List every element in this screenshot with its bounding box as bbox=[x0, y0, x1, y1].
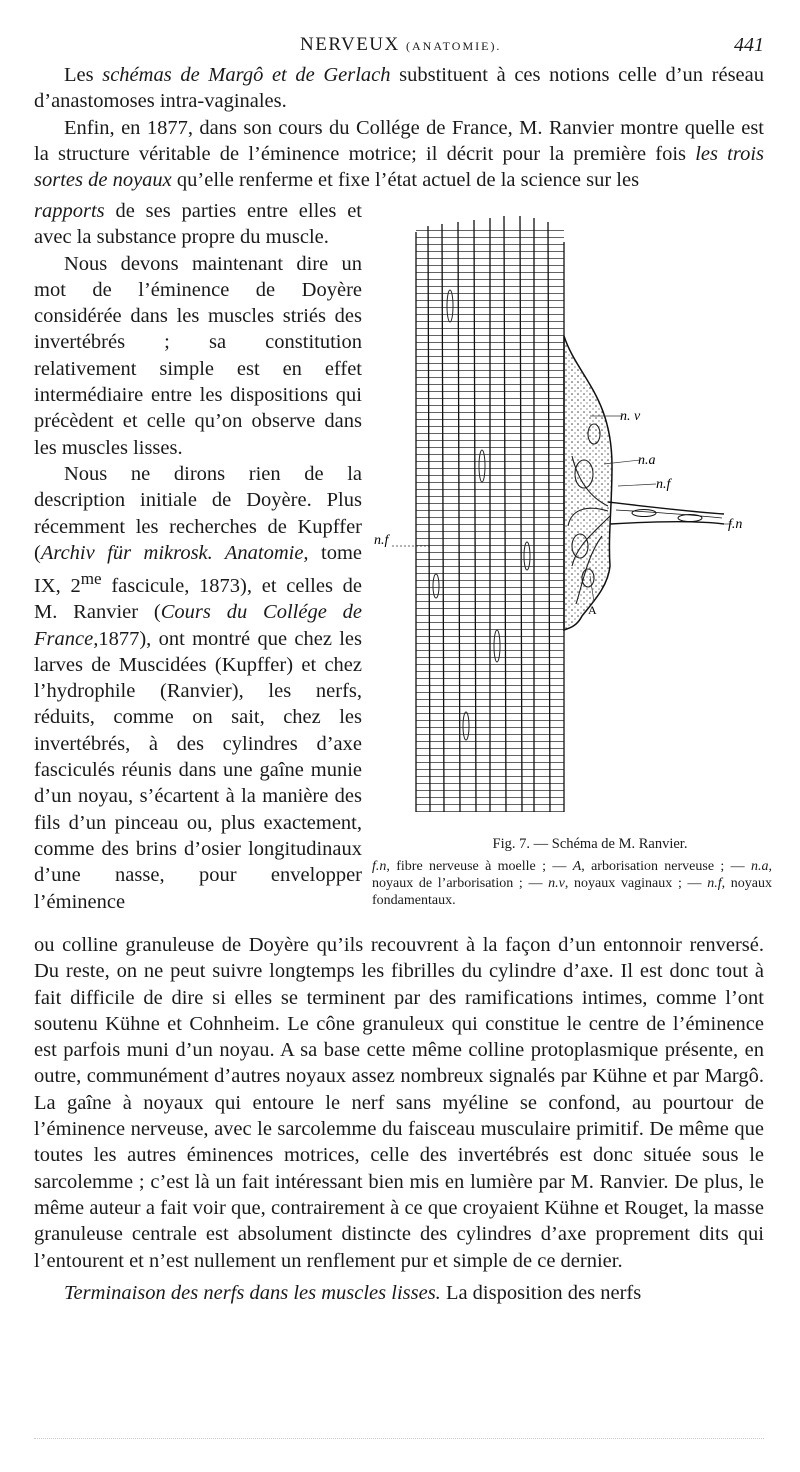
figure-label-nf-left: n.f bbox=[374, 533, 389, 548]
caption-run: , noyaux de l’arborisation ; — bbox=[372, 859, 772, 891]
caption-body bbox=[372, 858, 772, 909]
caption-run-italic: n.f bbox=[707, 876, 722, 891]
paragraph-3: Nous devons maintenant dire un mot de l’éminence de Doyère considérée dans les muscles striés des invertébrés ; sa constitution relativement simple est en effet intermédiaire entre les dispositions qui précèdent et celle qu’on observe dans les muscles lisses. bbox=[34, 252, 362, 459]
text-run-italic: schémas de Margô et de Gerlach bbox=[102, 64, 391, 86]
text-run: substituent à ces notions celle d’un réseau d’anastomoses intra-vaginales. bbox=[34, 64, 764, 113]
text-run: Enfin, en 1877, dans son cours du Collége de France, M. Ranvier montre quelle est la structure véritable de l’éminence motrice; il décrit pour la première fois bbox=[34, 116, 764, 165]
figure-label-na: n.a bbox=[638, 453, 656, 468]
body-text bbox=[34, 932, 764, 1306]
caption-run: , arborisation nerveuse ; — bbox=[581, 859, 751, 874]
nerve-fiber bbox=[608, 502, 724, 524]
superscript: me bbox=[80, 569, 102, 589]
paragraph-5: ou colline granuleuse de Doyère qu’ils recouvrent à la façon d’un entonnoir renversé. Du reste, on ne peut suivre longtemps les fibrilles du cylindre d’axe. Il est donc tout à fait difficile de dire si elles se terminent par des ramifications intimes, comme l’ont soutenu Kühne et Cohnheim. Le cône granuleux qui constitue le centre de l’éminence est parfois muni d’un noyau. A sa base cette même colline protoplasmique présente, en outre, communément d’autres noyaux assez nombreux signalés par Kühne et par Margô. La gaîne à noyaux qui entoure le nerf sans myéline se confond, au pourtour de l’éminence nerveuse, avec le sarcolemme du faisceau musculaire primitif. De même que toutes les autres éminences motrices, celle des invertébrés est donc située sous le sarcolemme ; c’est là un fait intéressant bien mis en lumière par M. Ranvier. De plus, le même auteur a fait voir que, contrairement à ce que croyaient Kühne et Rouget, la masse granuleuse centrale est absolument distincte des cylindres d’axe proprement dits qui l’entourent et n’est nullement un renflement pur et simple de ce dernier. bbox=[34, 934, 764, 1272]
caption-run: , fibre nerveuse à moelle ; — bbox=[386, 859, 573, 874]
figure-illustration bbox=[372, 206, 772, 836]
text-run: Nous ne dirons rien de la description initiale de Doyère. Plus récemment les recherches de Kupffer ( bbox=[34, 462, 362, 564]
text-run-italic: Archiv für mikrosk. Anatomie, bbox=[40, 541, 309, 564]
figure-caption bbox=[372, 836, 772, 909]
paragraph-2-continued bbox=[34, 198, 362, 251]
text-run: de ses parties entre elles et avec la substance propre du muscle. bbox=[34, 200, 362, 249]
muscle-fibers bbox=[416, 216, 564, 812]
text-run: tome IX, 2 bbox=[34, 541, 362, 597]
section-title: Terminaison des nerfs dans les muscles lisses. bbox=[64, 1281, 441, 1304]
text-run: La disposition des nerfs bbox=[440, 1281, 642, 1304]
nerve-eminence bbox=[564, 336, 612, 630]
caption-run: , noyaux fondamentaux. bbox=[372, 876, 773, 908]
caption-run-italic: A bbox=[572, 859, 582, 874]
running-title bbox=[300, 34, 501, 56]
page-header bbox=[0, 34, 800, 58]
text-run-italic: Cours du Collége de France, bbox=[34, 601, 362, 650]
caption-run-italic: f.n bbox=[372, 859, 387, 874]
caption-run-italic: n.a bbox=[751, 859, 769, 874]
text-run-italic: les trois sortes de noyaux bbox=[34, 142, 764, 192]
running-title-sub: (ANATOMIE). bbox=[406, 39, 502, 53]
paragraph-6 bbox=[34, 1280, 764, 1306]
text-run: Les bbox=[64, 64, 103, 86]
intro-text bbox=[34, 62, 764, 193]
text-run-italic: rapports bbox=[34, 200, 105, 222]
caption-title: Fig. 7. — Schéma de M. Ranvier. bbox=[492, 836, 688, 852]
text-run: qu’elle renferme et fixe l’état actuel de la science sur les bbox=[171, 169, 640, 192]
narrow-column bbox=[34, 198, 362, 915]
footer-rule bbox=[34, 1434, 764, 1439]
paragraph-1 bbox=[34, 62, 764, 115]
figure-label-a: A bbox=[588, 603, 597, 617]
figure-label-fn: f.n bbox=[728, 517, 743, 532]
figure-label-nf-right: n.f bbox=[656, 477, 671, 492]
paragraph-4 bbox=[34, 461, 362, 915]
text-run: fascicule, 1873), et celles de M. Ranvier ( bbox=[34, 574, 362, 624]
text-run: 1877), ont montré que chez les larves de Muscidées (Kupffer) et chez l’hydrophile (Ranvier), les nerfs, réduits, comme on sait, chez les invertébrés, à des cylindres d’axe fasciculés réunis dans une gaîne munie d’un noyau, s’écartent à la manière des fils d’un pinceau ou, plus exactement, comme des brins d’osier longitudinaux d’une nasse, pour envelopper l’éminence bbox=[34, 627, 362, 913]
caption-run: , noyaux vaginaux ; — bbox=[564, 876, 708, 891]
running-title-main: NERVEUX bbox=[300, 34, 400, 55]
figure-7 bbox=[372, 206, 772, 836]
caption-run-italic: n.v bbox=[548, 876, 565, 891]
figure-label-nv: n. v bbox=[620, 409, 641, 424]
paragraph-2 bbox=[34, 115, 764, 194]
page-number: 441 bbox=[734, 34, 764, 56]
